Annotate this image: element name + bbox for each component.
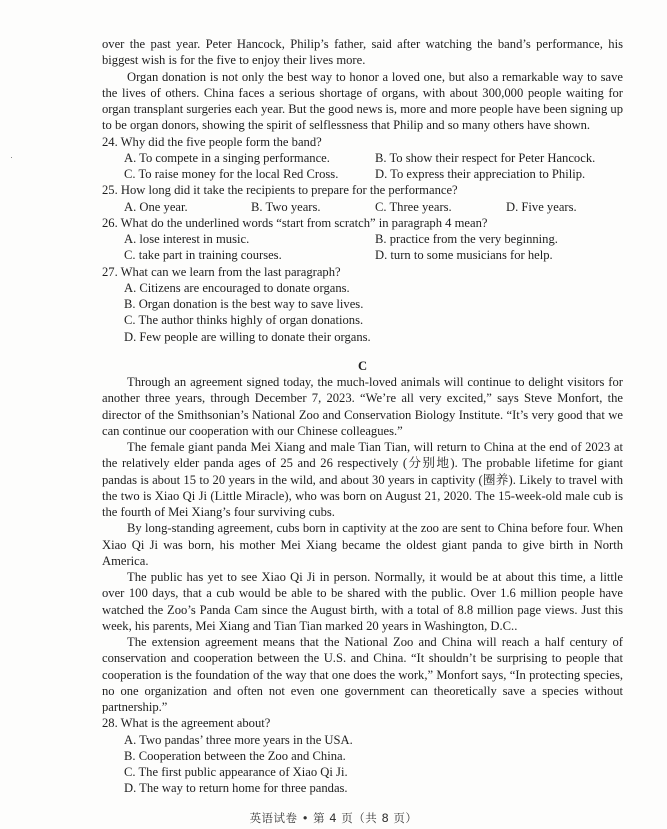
question-27 — [102, 264, 623, 345]
option-a[interactable]: A. lose interest in music. — [124, 232, 250, 246]
option-c[interactable]: C. The first public appearance of Xiao Qi Ji. — [124, 765, 348, 779]
option-b[interactable]: B. Cooperation between the Zoo and China. — [124, 748, 346, 763]
margin-mark — [11, 157, 12, 158]
option-b[interactable]: B. Organ donation is the best way to save lives. — [124, 297, 364, 311]
option-c[interactable]: C. Three years. — [375, 199, 452, 214]
question-28 — [102, 715, 623, 796]
option-d[interactable]: D. To express their appreciation to Philip. — [375, 167, 586, 181]
section-heading: C — [357, 358, 368, 373]
question-stem: 28. What is the agreement about? — [102, 716, 271, 731]
passage-c-paragraph: The extension agreement means that the National Zoo and China will reach a half century of conservation and cooperation between the U.S. and China. “It shouldn’t be surprising to people that cooperation is the foundation of the way that one does the work,” Monfort says, “In protecting species, no one organization and often not even one government can theoretically save a species without partnership.” — [102, 635, 623, 714]
question-stem: 24. Why did the five people form the band? — [102, 134, 322, 149]
option-d[interactable]: D. Five years. — [506, 199, 577, 214]
question-24 — [102, 134, 623, 183]
question-26 — [102, 215, 623, 264]
passage-c-paragraph: The public has yet to see Xiao Qi Ji in person. Normally, it would be at about this time, a little over 100 days, that a cub would be able to be shared with the public. Over 1.6 million people have watched the Zoo’s Panda Cam since the August birth, with a total of 8.8 million page views. Just this week, his parents, Mei Xiang and Tian Tian marked 20 years in Washington, D.C.. — [102, 570, 623, 633]
option-d[interactable]: D. The way to return home for three pandas. — [124, 781, 348, 796]
option-b[interactable]: B. practice from the very beginning. — [375, 232, 558, 246]
question-stem: 27. What can we learn from the last paragraph? — [102, 264, 341, 279]
exam-page — [102, 36, 623, 797]
passage-c-paragraph: Through an agreement signed today, the much-loved animals will continue to delight visitors for another three years, through December 7, 2023. “We’re all very excited,” says Steve Monfort, the director of the Smithsonian’s National Zoo and Conservation Biology Institute. “It’s very good that we can continue our cooperation with our Chinese colleagues.” — [102, 375, 623, 438]
passage-c-paragraph: By long-standing agreement, cubs born in captivity at the zoo are sent to China before four. When Xiao Qi Ji was born, his mother Mei Xiang became the oldest giant panda to give birth in North America. — [102, 521, 623, 568]
passage-c-paragraph: The female giant panda Mei Xiang and male Tian Tian, will return to China at the end of 2023 at the relatively elder panda ages of 25 and 26 respectively (分别地). The probable lifetime for giant pandas is about 15 to 20 years in the wild, and about 30 years in captivity (圈养). Likely to travel with the two is Xiao Qi Ji (Little Miracle), who was born on August 21, 2020. The 15-week-old male cub is the fourth of Mei Xiang’s four surviving cubs. — [102, 440, 623, 519]
question-stem: 25. How long did it take the recipients to prepare for the performance? — [102, 183, 458, 198]
passage-b-paragraph: over the past year. Peter Hancock, Philip’s father, said after watching the band’s performance, his biggest wish is for the five to enjoy their lives more. — [102, 37, 623, 68]
question-25 — [102, 182, 623, 215]
option-b[interactable]: B. To show their respect for Peter Hancock. — [375, 150, 596, 165]
question-stem: 26. What do the underlined words “start from scratch” in paragraph 4 mean? — [102, 215, 488, 230]
option-a[interactable]: A. Citizens are encouraged to donate organs. — [124, 280, 350, 295]
passage-b-paragraph: Organ donation is not only the best way to honor a loved one, but also a remarkable way to save the lives of others. China faces a serious shortage of organs, with about 300,000 people waiting for organ transplant surgeries each year. But the good news is, more and more people have been signing up to be organ donors, showing the spirit of selflessness that Philip and so many others have shown. — [102, 69, 623, 133]
option-b[interactable]: B. Two years. — [251, 199, 321, 214]
option-a[interactable]: A. Two pandas’ three more years in the USA. — [124, 732, 353, 747]
option-d[interactable]: D. Few people are willing to donate their organs. — [124, 329, 371, 344]
option-c[interactable]: C. The author thinks highly of organ donations. — [124, 313, 364, 328]
option-a[interactable]: A. One year. — [124, 199, 188, 214]
page-footer: 英语试卷 • 第 4 页（共 8 页） — [249, 811, 418, 825]
option-a[interactable]: A. To compete in a singing performance. — [124, 150, 330, 165]
option-d[interactable]: D. turn to some musicians for help. — [375, 248, 553, 263]
option-c[interactable]: C. take part in training courses. — [124, 248, 282, 263]
option-c[interactable]: C. To raise money for the local Red Cross. — [124, 167, 339, 181]
